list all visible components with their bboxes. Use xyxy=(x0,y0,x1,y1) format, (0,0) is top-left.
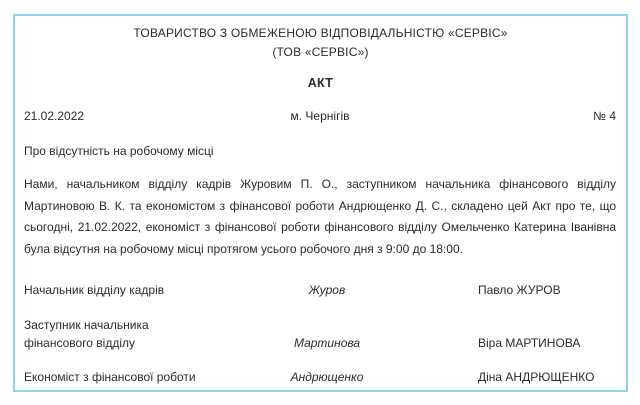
company-name: ТОВАРИСТВО З ОБМЕЖЕНОЮ ВІДПОВІДАЛЬНІСТЮ «СЕРВІС» xyxy=(133,26,508,40)
meta-row xyxy=(24,109,616,123)
signer-position: Заступник начальника фінансового відділу xyxy=(24,318,149,350)
document-city: м. Чернігів xyxy=(290,109,350,123)
signer-position: Економіст з фінансової роботи xyxy=(24,370,196,384)
signer-signature: Андрющенко xyxy=(290,370,364,384)
signature-row xyxy=(24,281,616,299)
signer-name: Віра МАРТИНОВА xyxy=(478,336,581,350)
document-subject: Про відсутність на робочому місці xyxy=(24,144,214,158)
signature-row xyxy=(24,316,616,352)
signer-signature: Мартинова xyxy=(293,336,361,350)
act-document xyxy=(13,14,628,392)
company-short-name: (ТОВ «СЕРВІС») xyxy=(272,45,369,59)
document-date: 21.02.2022 xyxy=(24,109,85,123)
signer-name: Павло ЖУРОВ xyxy=(478,283,561,297)
document-number: № 4 xyxy=(593,109,616,123)
document-title: АКТ xyxy=(307,76,334,90)
signature-row xyxy=(24,368,616,386)
signer-name: Діна АНДРЮЩЕНКО xyxy=(478,370,595,384)
signer-signature: Журов xyxy=(308,283,346,297)
signer-position: Начальник відділу кадрів xyxy=(24,283,165,297)
document-body: Нами, начальником відділу кадрів Журовим П. О., заступником начальника фінансового відділу Мартиновою В. К. та економістом з фінансової роботи Андрющенко Д. С., складено цей Акт про те, що сьогодні, 21.02.2022, економіст з фінансової роботи фінансового відділу Омельченко Катерина Іванівна була відсутня на робочому місці протягом усього робочого дня з 9:00 до 18:00. xyxy=(24,177,616,256)
